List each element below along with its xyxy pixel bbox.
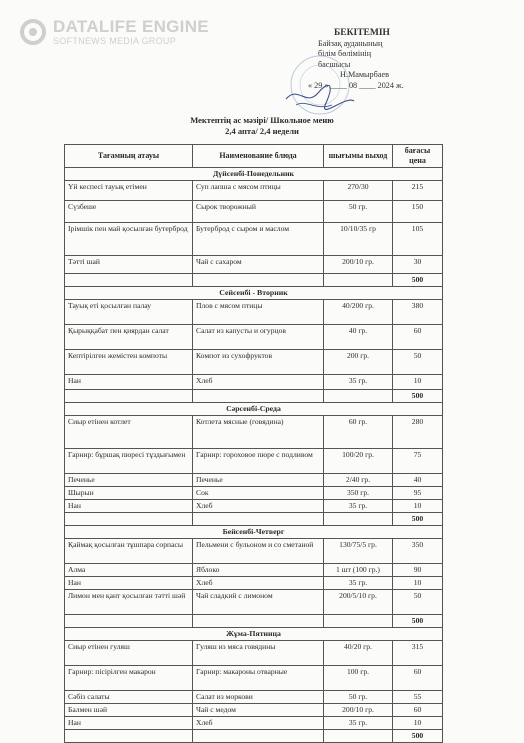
- dish-price: 350: [393, 539, 443, 564]
- day-total: 500: [393, 274, 443, 287]
- dish-name-ru: Котлета мясные (говядина): [193, 416, 324, 449]
- day-header-row: [65, 168, 443, 181]
- dish-name-ru: Пельмени с бульоном и со сметаной: [193, 539, 324, 564]
- dish-yield: 40/200 гр.: [324, 300, 393, 325]
- dish-name-ru: Компот из сухофруктов: [193, 350, 324, 375]
- dish-yield: 35 гр.: [324, 375, 393, 390]
- dish-name-kz: Қырыққабат пен қиярдан салат: [65, 325, 193, 350]
- dish-yield: 350 гр.: [324, 487, 393, 500]
- menu-row: [65, 201, 443, 223]
- menu-row: [65, 181, 443, 201]
- dish-name-kz: Қаймақ қосылған тұшпара сорпасы: [65, 539, 193, 564]
- menu-body: [65, 168, 443, 743]
- dish-name-ru: Гарнир: гороховое пюре с подливом: [193, 449, 324, 474]
- dish-name-ru: Чай с медом: [193, 704, 324, 717]
- dish-name-ru: Хлеб: [193, 375, 324, 390]
- dish-name-ru: Салат из моркови: [193, 691, 324, 704]
- menu-row: [65, 416, 443, 449]
- empty-cell: [193, 274, 324, 287]
- menu-row: [65, 300, 443, 325]
- menu-row: [65, 487, 443, 500]
- dish-name-ru: Яблоко: [193, 564, 324, 577]
- dish-name-kz: Тәтті шай: [65, 256, 193, 274]
- approval-line3: басшысы: [318, 59, 351, 69]
- day-label: Сәрсенбі-Среда: [65, 403, 443, 416]
- dish-name-kz: Алма: [65, 564, 193, 577]
- dish-yield: 1 шт (100 гр.): [324, 564, 393, 577]
- dish-yield: 35 гр.: [324, 500, 393, 513]
- dish-name-kz: Сәбіз салаты: [65, 691, 193, 704]
- dish-name-kz: Лимон мен қант қосылған тәтті шәй: [65, 590, 193, 615]
- day-label: Жұма-Пятница: [65, 628, 443, 641]
- empty-cell: [65, 274, 193, 287]
- dish-name-kz: Тауық еті қосылған палау: [65, 300, 193, 325]
- menu-title: Мектептің ас мәзірі/ Школьное меню: [190, 115, 334, 125]
- dish-yield: 100 гр.: [324, 666, 393, 691]
- day-total: 500: [393, 730, 443, 743]
- day-header-row: [65, 287, 443, 300]
- day-total-row: [65, 730, 443, 743]
- header-name-kz: Тағамның атауы: [65, 145, 193, 168]
- dish-name-ru: Гарнир: макароны отварные: [193, 666, 324, 691]
- day-total-row: [65, 274, 443, 287]
- dish-name-kz: Ірімшік пен май қосылған бутерброд: [65, 223, 193, 256]
- watermark-subtitle: SOFTNEWS MEDIA GROUP: [53, 36, 177, 46]
- dish-name-ru: Чай сладкий с лимоном: [193, 590, 324, 615]
- menu-row: [65, 666, 443, 691]
- dish-name-kz: Сүзбеше: [65, 201, 193, 223]
- dish-yield: 10/10/35 гр: [324, 223, 393, 256]
- dish-price: 10: [393, 717, 443, 730]
- logo-icon: [20, 19, 46, 45]
- dish-yield: 40/20 гр.: [324, 641, 393, 666]
- dish-yield: 40 гр.: [324, 325, 393, 350]
- approval-date: « 29 » ____ 08 ____ 2024 ж.: [308, 80, 404, 90]
- day-total: 500: [393, 390, 443, 403]
- day-total-row: [65, 615, 443, 628]
- dish-price: 10: [393, 375, 443, 390]
- day-header-row: [65, 628, 443, 641]
- menu-row: [65, 577, 443, 590]
- day-total: 500: [393, 513, 443, 526]
- dish-name-ru: Суп лапша с мясом птицы: [193, 181, 324, 201]
- dish-name-ru: Бутерброд с сыром и маслом: [193, 223, 324, 256]
- empty-cell: [324, 513, 393, 526]
- dish-name-kz: Шырын: [65, 487, 193, 500]
- dish-price: 10: [393, 500, 443, 513]
- header-yield: шығымы выход: [324, 145, 393, 168]
- empty-cell: [324, 730, 393, 743]
- dish-price: 280: [393, 416, 443, 449]
- approval-heading: БЕКІТЕМІН: [334, 28, 390, 38]
- dish-name-kz: Нан: [65, 500, 193, 513]
- dish-name-kz: Сиыр етінен котлет: [65, 416, 193, 449]
- dish-name-kz: Сиыр етінен гуляш: [65, 641, 193, 666]
- menu-row: [65, 691, 443, 704]
- empty-cell: [324, 390, 393, 403]
- dish-name-ru: Печенье: [193, 474, 324, 487]
- dish-yield: 50 гр.: [324, 691, 393, 704]
- dish-yield: 200/10 гр.: [324, 704, 393, 717]
- dish-price: 105: [393, 223, 443, 256]
- menu-row: [65, 539, 443, 564]
- day-header-row: [65, 526, 443, 539]
- dish-yield: 270/30: [324, 181, 393, 201]
- dish-yield: 200 гр.: [324, 350, 393, 375]
- dish-price: 60: [393, 704, 443, 717]
- dish-name-ru: Гуляш из мяса говядины: [193, 641, 324, 666]
- empty-cell: [65, 615, 193, 628]
- header-price: бағасы цена: [393, 145, 443, 168]
- empty-cell: [65, 730, 193, 743]
- dish-price: 215: [393, 181, 443, 201]
- dish-price: 150: [393, 201, 443, 223]
- dish-yield: 2/40 гр.: [324, 474, 393, 487]
- day-label: Бейсенбі-Четверг: [65, 526, 443, 539]
- empty-cell: [193, 730, 324, 743]
- approval-signatory: Н.Мамырбаев: [340, 70, 389, 79]
- day-total-row: [65, 513, 443, 526]
- dish-name-kz: Гарнир: бұршақ пюресі тұздығымен: [65, 449, 193, 474]
- menu-row: [65, 704, 443, 717]
- dish-name-ru: Хлеб: [193, 717, 324, 730]
- day-label: Дүйсенбі-Понедельник: [65, 168, 443, 181]
- dish-price: 55: [393, 691, 443, 704]
- dish-name-kz: Кептірілген жемістен компоты: [65, 350, 193, 375]
- dish-name-ru: Плов с мясом птицы: [193, 300, 324, 325]
- empty-cell: [65, 390, 193, 403]
- menu-row: [65, 474, 443, 487]
- menu-table: [64, 144, 443, 743]
- table-header-row: [65, 145, 443, 168]
- dish-price: 50: [393, 350, 443, 375]
- dish-name-kz: Печенье: [65, 474, 193, 487]
- dish-price: 60: [393, 666, 443, 691]
- watermark-logo: [20, 18, 209, 46]
- dish-yield: 50 гр.: [324, 201, 393, 223]
- dish-name-kz: Нан: [65, 375, 193, 390]
- menu-row: [65, 717, 443, 730]
- approval-line1: Байзақ ауданының: [318, 38, 383, 48]
- dish-name-ru: Сырок творожный: [193, 201, 324, 223]
- dish-name-ru: Сок: [193, 487, 324, 500]
- dish-yield: 35 гр.: [324, 717, 393, 730]
- menu-row: [65, 223, 443, 256]
- approval-line2: білім бөлімінің: [318, 49, 372, 58]
- menu-row: [65, 256, 443, 274]
- dish-name-kz: Нан: [65, 717, 193, 730]
- dish-yield: 130/75/5 гр.: [324, 539, 393, 564]
- empty-cell: [193, 615, 324, 628]
- dish-yield: 35 гр.: [324, 577, 393, 590]
- day-header-row: [65, 403, 443, 416]
- dish-price: 315: [393, 641, 443, 666]
- day-total-row: [65, 390, 443, 403]
- dish-yield: 200/10 гр.: [324, 256, 393, 274]
- dish-name-ru: Чай с сахаром: [193, 256, 324, 274]
- header-name-ru: Наименование блюда: [193, 145, 324, 168]
- dish-price: 60: [393, 325, 443, 350]
- menu-row: [65, 590, 443, 615]
- dish-name-ru: Хлеб: [193, 500, 324, 513]
- dish-name-ru: Салат из капусты и огурцов: [193, 325, 324, 350]
- menu-row: [65, 325, 443, 350]
- dish-yield: 100/20 гр.: [324, 449, 393, 474]
- dish-name-kz: Үй кеспесі тауық етімен: [65, 181, 193, 201]
- dish-name-kz: Балмен шәй: [65, 704, 193, 717]
- empty-cell: [193, 513, 324, 526]
- day-label: Сейсенбі - Вторник: [65, 287, 443, 300]
- menu-row: [65, 500, 443, 513]
- dish-price: 380: [393, 300, 443, 325]
- dish-price: 10: [393, 577, 443, 590]
- day-total: 500: [393, 615, 443, 628]
- menu-subtitle: 2,4 апта/ 2,4 недели: [225, 126, 299, 136]
- dish-yield: 200/5/10 гр.: [324, 590, 393, 615]
- empty-cell: [193, 390, 324, 403]
- menu-row: [65, 375, 443, 390]
- empty-cell: [324, 615, 393, 628]
- menu-row: [65, 641, 443, 666]
- watermark-title: DATALIFE ENGINE: [53, 17, 209, 36]
- dish-name-ru: Хлеб: [193, 577, 324, 590]
- empty-cell: [324, 274, 393, 287]
- dish-name-kz: Гарнир: пісірілген макарон: [65, 666, 193, 691]
- dish-name-kz: Нан: [65, 577, 193, 590]
- dish-price: 95: [393, 487, 443, 500]
- empty-cell: [65, 513, 193, 526]
- dish-yield: 60 гр.: [324, 416, 393, 449]
- dish-price: 30: [393, 256, 443, 274]
- dish-price: 75: [393, 449, 443, 474]
- dish-price: 90: [393, 564, 443, 577]
- menu-row: [65, 350, 443, 375]
- menu-row: [65, 564, 443, 577]
- dish-price: 50: [393, 590, 443, 615]
- menu-row: [65, 449, 443, 474]
- dish-price: 40: [393, 474, 443, 487]
